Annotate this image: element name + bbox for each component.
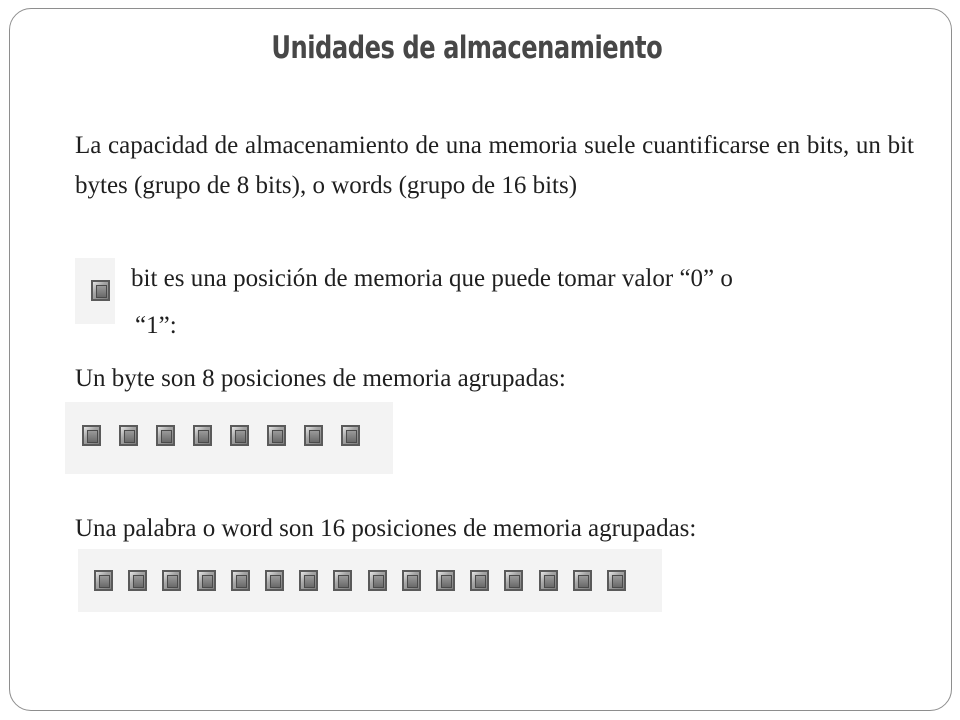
byte-cell xyxy=(156,425,175,446)
word-description: Una palabra o word son 16 posiciones de memoria agrupadas: xyxy=(75,515,697,542)
byte-cell xyxy=(230,425,249,446)
word-cell xyxy=(94,570,113,591)
byte-description: Un byte son 8 posiciones de memoria agrupadas: xyxy=(75,365,566,392)
word-cell xyxy=(539,570,558,591)
bit-definition xyxy=(75,258,915,348)
byte-cell xyxy=(193,425,212,446)
bit-definition-line-1: bit es una posición de memoria que puede tomar valor “0” o xyxy=(131,265,733,292)
intro-paragraph: La capacidad de almacenamiento de una memoria suele cuantificarse en bits, un bit bytes (grupo de 8 bits), o words (grupo de 16 bits) xyxy=(75,132,914,199)
word-cell xyxy=(197,570,216,591)
word-cell xyxy=(299,570,318,591)
bit-cell xyxy=(91,280,110,301)
word-cell xyxy=(333,570,352,591)
byte-cell xyxy=(341,425,360,446)
word-cell xyxy=(162,570,181,591)
word-cell xyxy=(504,570,523,591)
word-cell xyxy=(231,570,250,591)
word-cell xyxy=(573,570,592,591)
slide-title: Unidades de almacenamiento xyxy=(271,30,663,66)
byte-cell xyxy=(267,425,286,446)
byte-cell xyxy=(119,425,138,446)
byte-cell xyxy=(304,425,323,446)
word-cell xyxy=(470,570,489,591)
word-cell xyxy=(368,570,387,591)
word-cell xyxy=(128,570,147,591)
word-cell xyxy=(607,570,626,591)
word-cell xyxy=(436,570,455,591)
word-cell xyxy=(265,570,284,591)
byte-cell xyxy=(82,425,101,446)
bit-definition-line-2: “1”: xyxy=(135,312,177,339)
word-cell xyxy=(402,570,421,591)
